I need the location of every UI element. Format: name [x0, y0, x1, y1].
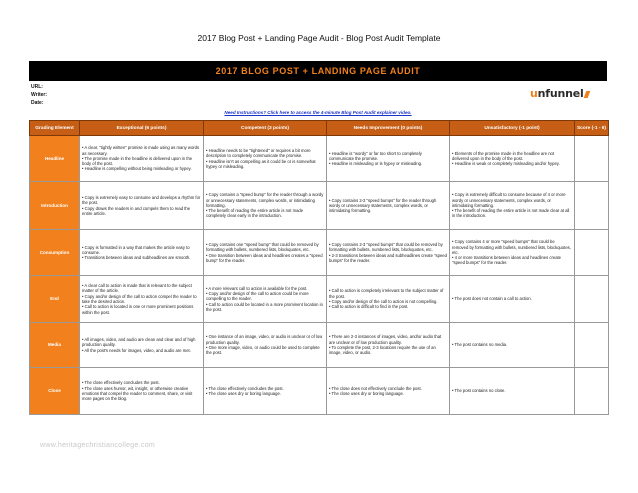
cell-needs-improvement	[327, 323, 450, 368]
criteria-line: • The close uses humor, wit, insight, or otherwise creative emotions that compel the reader to comment, share, or visit more pages on the blog.	[82, 385, 193, 402]
criteria-line: • A clear, "tightly written" promise is made using as many words as necessary.	[82, 145, 200, 156]
instructions-link[interactable]: Need Instructions? Click here to access the 4-minute Blog Post Audit explainer video.	[224, 110, 412, 115]
cell-unsatisfactory	[450, 276, 575, 323]
cell-unsatisfactory	[450, 136, 575, 182]
cell-needs-improvement	[327, 230, 450, 276]
cell-unsatisfactory	[450, 368, 575, 415]
criteria-line: • Copy contains 4 or more "speed bumps" that could be removed by formatting with bullets, numbered lists, blockquotes, etc.	[452, 239, 571, 255]
cell-competent	[204, 182, 327, 230]
grading-element-label: End	[30, 276, 80, 323]
audit-grid	[29, 120, 609, 415]
grading-element-label: Close	[30, 368, 80, 415]
cell-needs-improvement	[327, 276, 450, 323]
criteria-line: • There are 2-3 instances of images, video, and/or audio that are unclear or of low production quality.	[329, 334, 442, 345]
cell-exceptional	[80, 323, 204, 368]
header-row	[30, 121, 609, 136]
criteria-line: • Headline is compelling without being misleading or hypey.	[82, 166, 192, 172]
cell-score[interactable]	[575, 182, 609, 230]
header-score: Score (-1 - 6)	[575, 121, 609, 136]
cell-score[interactable]	[575, 230, 609, 276]
cell-competent	[204, 276, 327, 323]
criteria-line: • Copy contains 2-3 "speed bumps" that could be removed by formatting with bullets, numbered lists, blockquotes, etc.	[329, 241, 443, 253]
criteria-line: • Copy and/or design of the call to action could be more compelling to the reader.	[206, 291, 309, 302]
cell-exceptional	[80, 230, 204, 276]
cell-exceptional	[80, 276, 204, 323]
criteria-line: • One instance of an image, video, or audio is unclear or of low production quality.	[206, 334, 323, 345]
cell-exceptional	[80, 136, 204, 182]
criteria-line: • Transitions between ideas and subheadlines are smooth.	[82, 255, 191, 261]
audit-banner: 2017 BLOG POST + LANDING PAGE AUDIT	[29, 61, 607, 81]
cell-competent	[204, 136, 327, 182]
table-row	[30, 368, 609, 415]
table-row	[30, 230, 609, 276]
criteria-line: • All images, video, and audio are clean and clear and of high production quality.	[82, 337, 196, 348]
logo-lead-letter: u	[530, 87, 538, 100]
header-exceptional: Exceptional (6 points)	[80, 121, 204, 136]
criteria-line: • Call to action is located in one or more prominent positions within the post.	[82, 304, 194, 315]
cell-needs-improvement	[327, 136, 450, 182]
criteria-line: • Copy draws the readers in and compels them to read the entire article.	[82, 205, 191, 216]
criteria-line: • The close uses dry or boring language.	[206, 391, 281, 396]
grading-element-label: Media	[30, 323, 80, 368]
header-unsatisfactory: Unsatisfactory (-1 point)	[450, 121, 575, 136]
criteria-line: • A more relevant call to action is available for the post.	[206, 285, 308, 291]
criteria-line: • All the post's needs for images, video, and audio are met.	[82, 347, 191, 353]
cell-unsatisfactory	[450, 182, 575, 230]
criteria-line: • Copy and/or design of the call to action compel the reader to take the desired action.	[82, 293, 197, 304]
criteria-line: • To complete the post, 2-3 locations require the use of an image, video, or audio.	[329, 345, 436, 356]
grading-element-label: Consumption	[30, 230, 80, 276]
criteria-line: • Copy contains a "speed bump" for the reader through a wordy or unnecessary statements, complex words, or intimidating formatting.	[206, 192, 324, 208]
cell-score[interactable]	[575, 323, 609, 368]
criteria-line: • 4 or more transitions between ideas and headlines create "speed bumps" for the reader.	[452, 255, 562, 266]
criteria-line: • Headline needs to be "tightened" or requires a bit more description to completely communicate the promise.	[206, 147, 311, 159]
grading-element-label: Introduction	[30, 182, 80, 230]
criteria-line: • The close effectively concludes the post.	[82, 380, 160, 386]
criteria-line: • Headline isn't as compelling as it could be or is somewhat hypey or misleading.	[206, 158, 316, 169]
criteria-line: • The benefit of reading the entire article is not made clear at all in the introduction.	[452, 208, 570, 219]
criteria-line: • Copy and/or design of the call to action is not compelling.	[329, 299, 438, 304]
document-title: 2017 Blog Post + Landing Page Audit - Blog Post Audit Template	[197, 33, 441, 43]
cell-score[interactable]	[575, 368, 609, 415]
cell-unsatisfactory	[450, 323, 575, 368]
criteria-line: • The close does not effectively conclude the post.	[329, 385, 422, 391]
date-field-label[interactable]: Date:	[31, 100, 44, 106]
criteria-line: • 2-3 transitions between ideas and subheadlines create "speed bumps" for the reader.	[329, 252, 447, 263]
table-row	[30, 323, 609, 368]
criteria-line: • Copy contains one "speed bump" that could be removed by formatting with bullets, numbered lists, blockquotes, etc.	[206, 241, 319, 253]
header-needs-improvement: Needs Improvement (0 points)	[327, 121, 450, 136]
cell-unsatisfactory	[450, 230, 575, 276]
url-field-label[interactable]: URL:	[31, 84, 43, 90]
criteria-line: • Copy is extremely easy to consume and develops a rhythm for the post.	[82, 194, 201, 206]
cell-score[interactable]	[575, 136, 609, 182]
cell-exceptional	[80, 182, 204, 230]
criteria-line: • Call to action is difficult to find in the post.	[329, 304, 409, 310]
criteria-line: • The close effectively concludes the post.	[206, 385, 284, 391]
cell-competent	[204, 368, 327, 415]
criteria-line: • The benefit of reading the entire article is not made completely clear early in the introduction.	[206, 208, 304, 219]
criteria-line: • The promise made in the headline is delivered upon in the body of the post.	[82, 155, 193, 167]
logo-wordmark: nfunnel	[537, 87, 584, 100]
cell-exceptional	[80, 368, 204, 415]
table-row	[30, 136, 609, 182]
table-row	[30, 276, 609, 323]
grading-element-label: Headline	[30, 136, 80, 182]
criteria-line: • The close uses dry or boring language.	[329, 391, 404, 396]
criteria-line: • Headline is weak or completely misleading and/or hypey.	[452, 161, 560, 167]
criteria-line: • Copy is extremely difficult to consume because of 4 or more wordy or unnecessary statements, complex words, or intimidating formatting.	[452, 192, 566, 208]
criteria-line: • A clear call to action is made that is relevant to the subject matter of the article.	[82, 283, 192, 294]
logo-mark-icon	[583, 91, 590, 98]
writer-field-label[interactable]: Writer:	[31, 92, 48, 98]
criteria-line: • One transition between ideas and headlines creates a "speed bump" for the reader.	[206, 252, 323, 263]
cell-needs-improvement	[327, 182, 450, 230]
criteria-line: • Copy contains 2-3 "speed bumps" for the reader through wordy or unnecessary statements, complex words, or intimidating formatting.	[329, 197, 437, 214]
criteria-line: • Headline is misleading or is hypey or misleading.	[329, 161, 423, 167]
criteria-line: • The post contains no media.	[452, 342, 508, 348]
table-row	[30, 182, 609, 230]
criteria-line: • One more image, video, or audio could be used to complete the post.	[206, 345, 320, 356]
criteria-line: • Elements of the promise made in the headline are not delivered upon in the body of the post.	[452, 150, 555, 161]
cell-competent	[204, 323, 327, 368]
criteria-line: • The post contains no close.	[452, 388, 506, 394]
header-grading-element: Grading Element	[30, 121, 80, 136]
criteria-line: • Call to action could be located in a more prominent location in the post.	[206, 301, 323, 312]
criteria-line: • The post does not contain a call to action.	[452, 296, 532, 302]
criteria-line: • Copy is formatted in a way that makes the article easy to consume.	[82, 244, 190, 255]
header-competent: Competent (3 points)	[204, 121, 327, 136]
cell-score[interactable]	[575, 276, 609, 323]
unfunnel-logo	[530, 87, 589, 100]
watermark-text: www.heritagechristiancollege.com	[40, 442, 156, 449]
cell-competent	[204, 230, 327, 276]
criteria-line: • Call to action is completely irrelevant to the subject matter of the post.	[329, 288, 444, 299]
criteria-line: • Headline is "wordy" or far too short to completely communicate the promise.	[329, 150, 422, 161]
cell-needs-improvement	[327, 368, 450, 415]
